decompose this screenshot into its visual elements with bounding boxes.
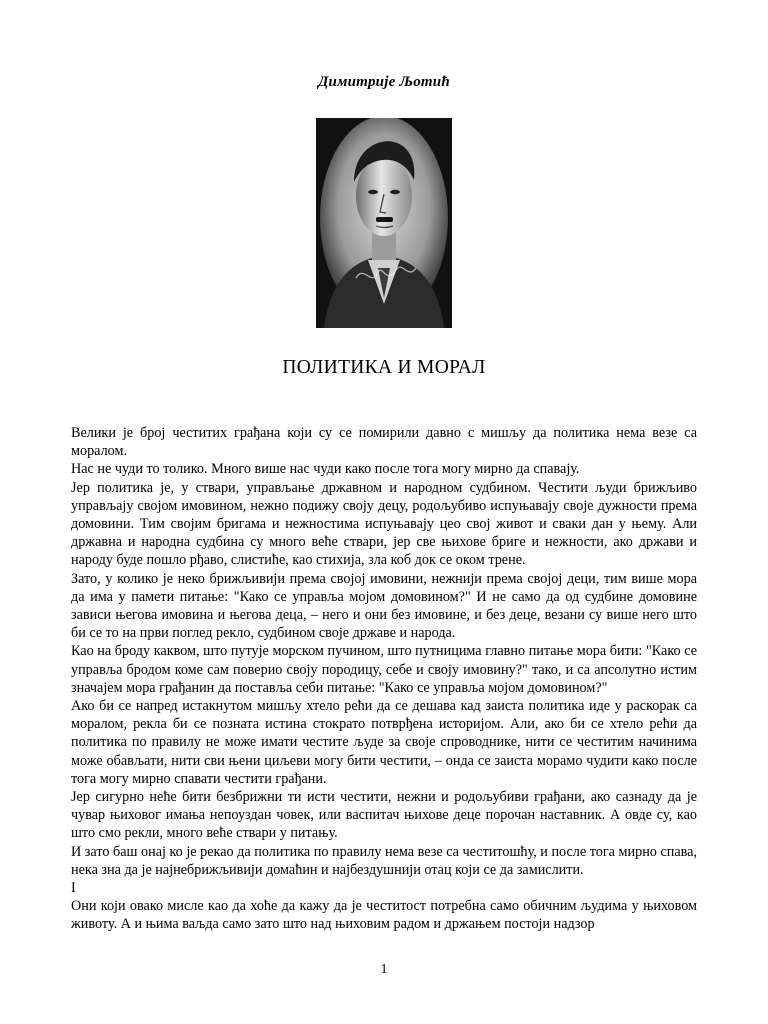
paragraph: И зато баш онај ко је рекао да политика по правилу нема везе са честитошћу, и после тога мирно спава, нека зна да је најнебрижљивији домаћин и најбездушнији отац који се да замислити. xyxy=(71,843,697,878)
paragraph: Велики је број честитих грађана који су се помирили давно с мишљу да политика нема везе са моралом. xyxy=(71,425,697,460)
paragraph: Јер сигурно неће бити безбрижни ти исти честити, нежни и родољубиви грађани, ако сазнаду да је чувар њиховог имања непоуздан човек, или васпитач њихове деце порочан наставник. А овде су, као што смо рекли, много веће ствари у питању. xyxy=(71,789,697,842)
paragraph: Зато, у колико је неко брижљивији према својој имовини, нежнији према својој деци, тим више мора да има у памети питање: "Како се управља мојом домовином?" И не само да од судбине домовине зависи његова имовина и његова деца, – него и они без имовине, и без деце, везани су више него што би се то на први поглед рекло, судбином своје државе и народа. xyxy=(71,570,697,642)
portrait-image xyxy=(316,118,452,328)
paragraph: Као на броду каквом, што путује морском пучином, што путницима главно питање мора бити: "Како се управља бродом коме сам поверио своју породицу, себе и своју имовину?" тако, и са апсолутно истим значајем мора грађанин да поставља себи питање: "Како се управља мојом домовином?" xyxy=(71,643,697,696)
body-text xyxy=(71,424,697,934)
paragraph: Нас не чуди то толико. Много више нас чуди како после тога могу мирно да спавају. xyxy=(71,461,580,478)
author-name: Димитрије Љотић xyxy=(318,74,450,90)
page-title: ПОЛИТИКА И МОРАЛ xyxy=(282,357,486,378)
paragraph: Јер политика је, у ствари, управљање државном и народном судбином. Честити људи брижљиво управљају својом имовином, нежно подижу своју децу, родољубиво испуњавају своје дужности према домовини. Тим својим бригама и нежностима испуњавају цео свој живот и сваки дан у њему. Али државна и народна судбина су много веће ствари, јер све њихове бриге и нежности, ако држави и народу буде пошло рђаво, слистиће, као стихија, зла коб док се оком трене. xyxy=(71,479,697,569)
section-marker: I xyxy=(71,880,76,897)
page-number: 1 xyxy=(380,962,388,977)
paragraph: Ако би се напред истакнутом мишљу хтело рећи да се дешава кад заиста политика иде у раскорак са моралом, рекла би се позната истина стократо потврђена историјом. Али, ако би се хтело рећи да политика по правилу не може имати честите људе за своје спроводнике, нити се честитим начинима може обављати, нити сви њени циљеви могу бити честити, – онда се заиста морамо чудити како после тога могу мирно спавати честити грађани. xyxy=(71,698,697,787)
paragraph: Они који овако мисле као да хоће да кажу да је честитост потребна само обичним људима у њиховом животу. А и њима ваљда само зато што над њиховим радом и држањем постоји надзор xyxy=(71,898,697,933)
